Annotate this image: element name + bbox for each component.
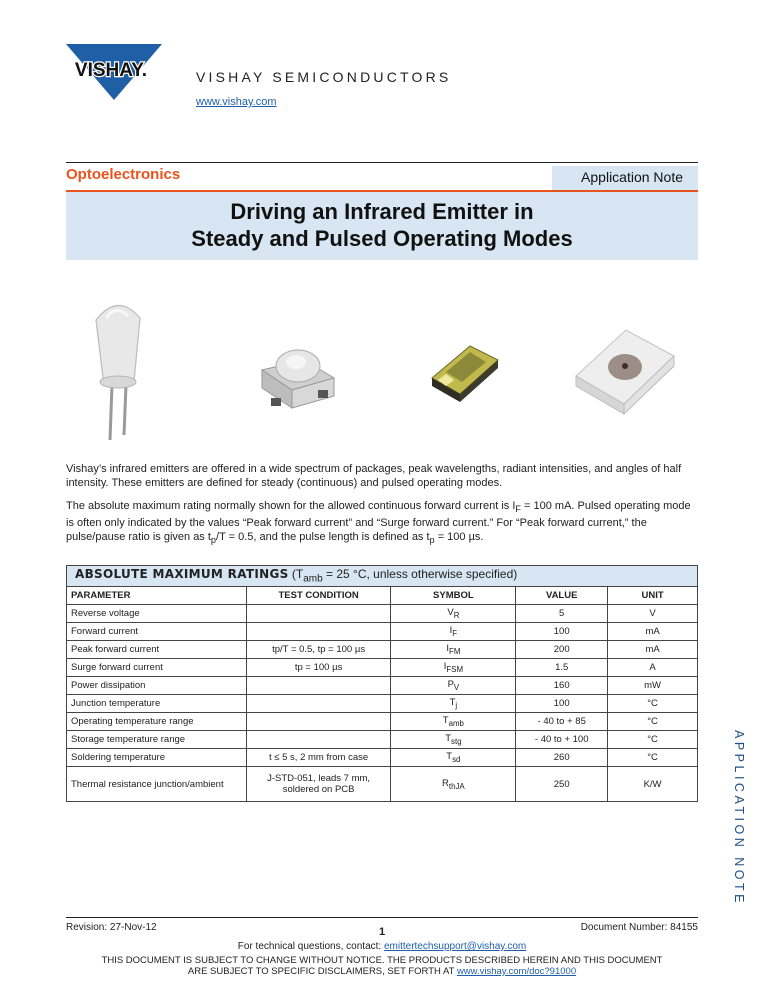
- cell-unit: °C: [608, 713, 698, 731]
- cell-symbol: $T_j$: [391, 695, 516, 713]
- cell-symbol: $I_F$: [391, 623, 516, 641]
- header-parameter: PARAMETER: [67, 587, 247, 605]
- cell-test-condition: J-STD-051, leads 7 mm, soldered on PCB: [246, 767, 391, 802]
- cell-value: 100: [516, 695, 608, 713]
- section-label: Optoelectronics: [66, 166, 181, 183]
- vishay-logo: [66, 44, 162, 100]
- cell-parameter: Reverse voltage: [67, 605, 247, 623]
- cell-parameter: Thermal resistance junction/ambient: [67, 767, 247, 802]
- table-row: [67, 677, 698, 695]
- cell-unit: °C: [608, 749, 698, 767]
- header-test-condition: TEST CONDITION: [246, 587, 391, 605]
- cell-unit: V: [608, 605, 698, 623]
- header-unit: UNIT: [608, 587, 698, 605]
- cell-symbol: $T_{stg}$: [391, 731, 516, 749]
- cell-value: - 40 to + 100: [516, 731, 608, 749]
- top-rule: [66, 162, 698, 163]
- product-image-chip: [432, 346, 498, 402]
- cell-symbol: $I_{FSM}$: [391, 659, 516, 677]
- cell-test-condition: tp/T = 0.5, tp = 100 µs: [246, 641, 391, 659]
- cell-parameter: Operating temperature range: [67, 713, 247, 731]
- cell-unit: °C: [608, 695, 698, 713]
- table-row: [67, 623, 698, 641]
- cell-parameter: Power dissipation: [67, 677, 247, 695]
- contact-email-link[interactable]: emittertechsupport@vishay.com: [383, 941, 527, 952]
- cell-unit: mA: [608, 623, 698, 641]
- cell-value: - 40 to + 85: [516, 713, 608, 731]
- cell-test-condition: [246, 713, 391, 731]
- document-number: Document Number: 84155: [580, 922, 698, 933]
- cell-unit: mA: [608, 641, 698, 659]
- cell-symbol: $I_{FM}$: [391, 641, 516, 659]
- company-name: VISHAY SEMICONDUCTORS: [196, 69, 452, 85]
- doc-type-label: Application Note: [581, 169, 683, 185]
- cell-unit: A: [608, 659, 698, 677]
- cell-test-condition: [246, 731, 391, 749]
- intro-paragraph-2: The absolute maximum rating normally shown for the allowed continuous forward current is $I_F = 100$ mA. Pulsed operating mode is often only indicated by the values “Peak forward current” and “Surge forward current.” For “Peak forward current,” the pulse/pause ratio is given as $t_p/T = 0.5$, and the pulse length is defined as $t_p = 100$ µs.: [66, 500, 691, 546]
- cell-symbol: $T_{sd}$: [391, 749, 516, 767]
- cell-parameter: Peak forward current: [67, 641, 247, 659]
- table-row: [67, 659, 698, 677]
- table-row: [67, 713, 698, 731]
- product-image-plcc: [576, 330, 674, 414]
- product-image-smd-dome: [262, 350, 334, 408]
- page-number: 1: [378, 926, 386, 938]
- cell-parameter: Junction temperature: [67, 695, 247, 713]
- side-label: APPLICATION NOTE: [732, 730, 746, 906]
- footer-rule: [66, 917, 698, 918]
- cell-test-condition: [246, 605, 391, 623]
- cell-parameter: Storage temperature range: [67, 731, 247, 749]
- cell-parameter: Forward current: [67, 623, 247, 641]
- cell-symbol: $R_{thJA}$: [391, 767, 516, 802]
- header-value: VALUE: [516, 587, 608, 605]
- cell-symbol: $V_R$: [391, 605, 516, 623]
- cell-test-condition: [246, 695, 391, 713]
- cell-value: 100: [516, 623, 608, 641]
- revision-date: Revision: 27-Nov-12: [66, 922, 157, 933]
- page-title: Driving an Infrared Emitter in Steady and Pulsed Operating Modes: [191, 199, 573, 251]
- cell-value: 160: [516, 677, 608, 695]
- ratings-table: [66, 565, 698, 802]
- cell-test-condition: [246, 623, 391, 641]
- website-link[interactable]: www.vishay.com: [196, 96, 277, 108]
- cell-symbol: $P_V$: [391, 677, 516, 695]
- cell-parameter: Soldering temperature: [67, 749, 247, 767]
- cell-symbol: $T_{amb}$: [391, 713, 516, 731]
- logo-text: VISHAY.: [74, 60, 148, 81]
- cell-value: 5: [516, 605, 608, 623]
- table-row: [67, 605, 698, 623]
- cell-test-condition: tp = 100 µs: [246, 659, 391, 677]
- intro-paragraph-1: Vishay’s infrared emitters are offered in a wide spectrum of packages, peak wavelengths, radiant intensities, and angles of half intensity. These emitters are defined for steady (continuous) and pulsed operating modes.: [66, 463, 682, 489]
- cell-test-condition: t ≤ 5 s, 2 mm from case: [246, 749, 391, 767]
- product-images: [66, 290, 698, 450]
- disclaimer-link[interactable]: www.vishay.com/doc?91000: [456, 966, 577, 977]
- header-symbol: SYMBOL: [391, 587, 516, 605]
- cell-test-condition: [246, 677, 391, 695]
- table-row: [67, 731, 698, 749]
- intro-text: [66, 462, 698, 556]
- table-row: [67, 641, 698, 659]
- contact-line: For technical questions, contact: emittertechsupport@vishay.com: [237, 941, 527, 952]
- table-header-row: [67, 587, 698, 605]
- disclaimer: THIS DOCUMENT IS SUBJECT TO CHANGE WITHOUT NOTICE. THE PRODUCTS DESCRIBED HEREIN AND THIS DOCUMENT ARE SUBJECT TO SPECIFIC DISCLAIMERS, SET FORTH AT www.vishay.com/doc?91000: [101, 955, 663, 977]
- table-row: [67, 749, 698, 767]
- cell-unit: K/W: [608, 767, 698, 802]
- cell-value: 250: [516, 767, 608, 802]
- cell-parameter: Surge forward current: [67, 659, 247, 677]
- cell-unit: mW: [608, 677, 698, 695]
- cell-value: 200: [516, 641, 608, 659]
- cell-value: 1.5: [516, 659, 608, 677]
- product-image-5mm-led: [96, 305, 140, 440]
- cell-value: 260: [516, 749, 608, 767]
- table-caption: ABSOLUTE MAXIMUM RATINGS ($T_{amb} = 25$ °C, unless otherwise specified): [67, 566, 698, 587]
- table-row: [67, 767, 698, 802]
- cell-unit: °C: [608, 731, 698, 749]
- table-row: [67, 695, 698, 713]
